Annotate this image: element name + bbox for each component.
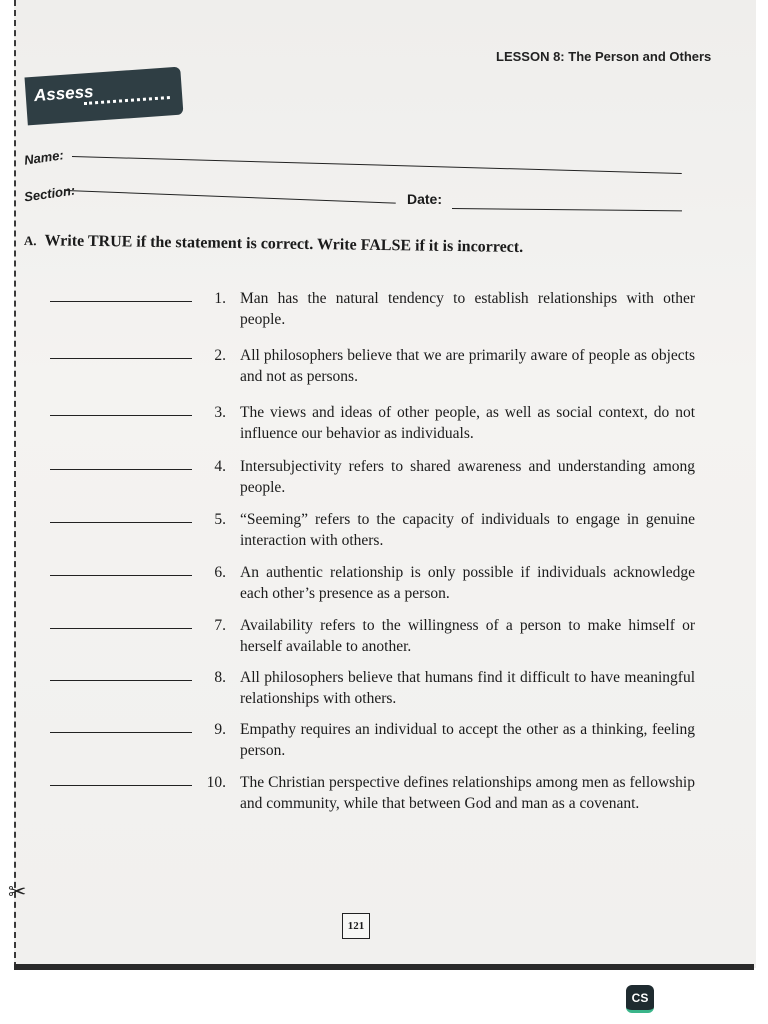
question-number: 7.	[214, 617, 226, 634]
question-text: “Seeming” refers to the capacity of individuals to engage in genuine interaction with others.	[240, 511, 695, 549]
answer-blank[interactable]	[50, 415, 192, 416]
answer-blank[interactable]	[50, 785, 192, 786]
question-text: Man has the natural tendency to establish relationships with other people.	[240, 290, 695, 328]
part-letter: A.	[23, 232, 37, 249]
instructions-text: Write TRUE if the statement is correct. Write FALSE if it is incorrect.	[44, 232, 524, 256]
page-edge-shadow	[14, 964, 754, 970]
answer-blank[interactable]	[50, 628, 192, 629]
question-text: All philosophers believe that we are primarily aware of people as objects and not as persons.	[240, 347, 695, 385]
answer-blank[interactable]	[50, 358, 192, 359]
lesson-title: The Person and Others	[568, 49, 712, 64]
answer-blank[interactable]	[50, 469, 192, 470]
question-text: An authentic relationship is only possible if individuals acknowledge each other’s presence as a person.	[240, 564, 695, 602]
question-text: All philosophers believe that humans find it difficult to have meaningful relationships with others.	[240, 669, 695, 707]
answer-blank[interactable]	[50, 575, 192, 576]
page-number: 121	[342, 913, 370, 939]
question-number: 3.	[214, 404, 226, 421]
date-label: Date:	[407, 191, 443, 207]
question-number: 10.	[206, 774, 226, 791]
question-number: 6.	[214, 564, 226, 581]
question-text: The Christian perspective defines relationships among men as fellowship and community, while that between God and man as a covenant.	[240, 774, 695, 812]
question-text: Availability refers to the willingness of a person to make himself or herself available to another.	[240, 617, 695, 655]
question-text: The views and ideas of other people, as well as social context, do not influence our behavior as individuals.	[240, 404, 695, 442]
camscanner-logo: CS	[626, 985, 654, 1013]
name-label: Name:	[23, 147, 65, 168]
question-text: Intersubjectivity refers to shared awareness and understanding among people.	[240, 458, 695, 496]
section-label: Section:	[23, 182, 77, 205]
question-number: 9.	[214, 721, 226, 738]
question-text: Empathy requires an individual to accept the other as a thinking, feeling person.	[240, 721, 695, 759]
question-number: 4.	[214, 458, 226, 475]
answer-blank[interactable]	[50, 680, 192, 681]
question-number: 8.	[214, 669, 226, 686]
assess-title: Assess	[33, 81, 95, 106]
question-number: 1.	[214, 290, 226, 307]
lesson-header	[496, 49, 711, 64]
question-number: 5.	[214, 511, 226, 528]
scissors-icon: ✂	[8, 880, 27, 905]
answer-blank[interactable]	[50, 301, 192, 302]
lesson-label: LESSON 8:	[496, 49, 565, 64]
answer-blank[interactable]	[50, 522, 192, 523]
answer-blank[interactable]	[50, 732, 192, 733]
question-number: 2.	[214, 347, 226, 364]
